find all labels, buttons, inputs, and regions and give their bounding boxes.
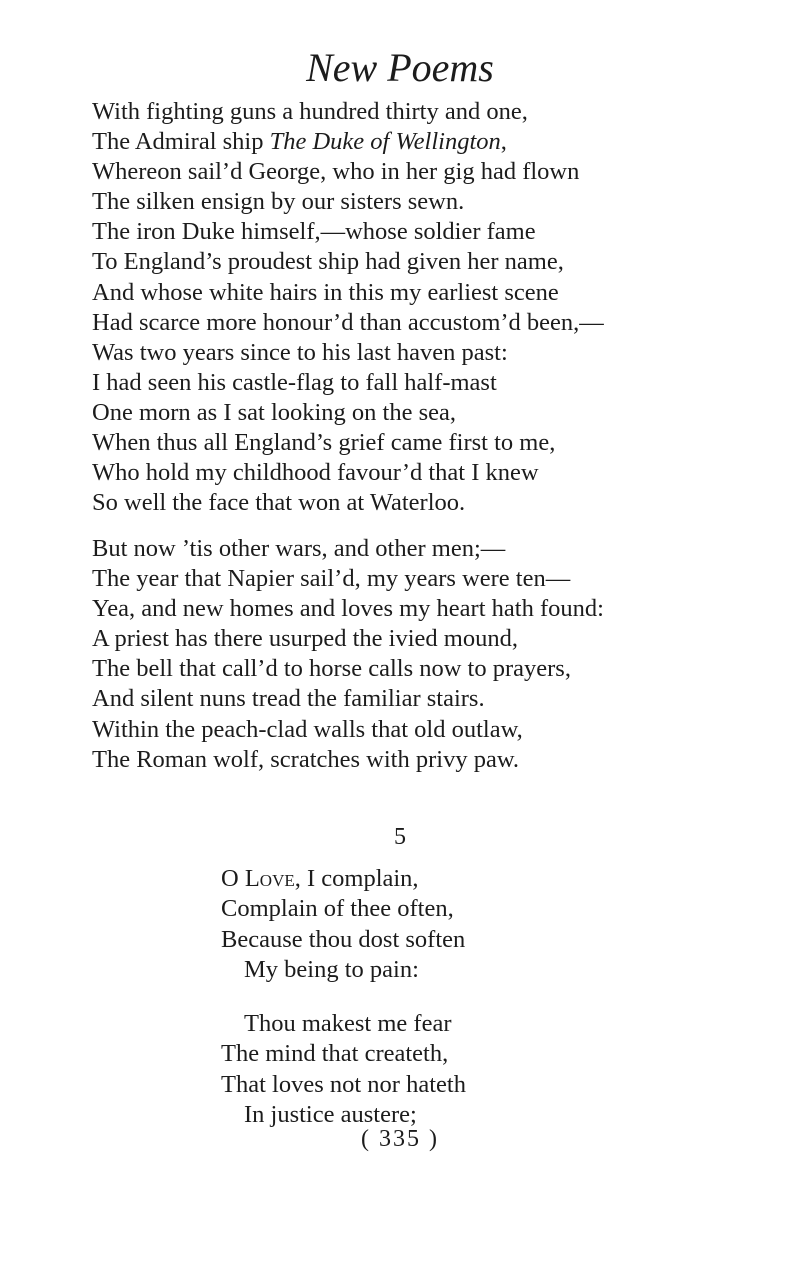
verse-line: The bell that call’d to horse calls now to prayers, <box>92 655 571 683</box>
verse-line: I had seen his castle-flag to fall half-mast <box>92 368 497 396</box>
verse-line: The silken ensign by our sisters sewn. <box>92 188 465 216</box>
poem-line: Complain of thee often, <box>221 895 454 923</box>
poem-stanza-1 <box>221 864 465 985</box>
page-number: ( 335 ) <box>361 1126 439 1152</box>
running-head: New Poems <box>306 45 494 90</box>
ship-name: The Duke of Wellington <box>269 128 501 156</box>
verse-line: Was two years since to his last haven past: <box>92 338 508 366</box>
verse-line-lead: The Admiral ship <box>92 128 270 156</box>
poem-stanza-2 <box>221 1009 466 1130</box>
poem-line-indented: Thou makest me fear <box>244 1010 452 1037</box>
verse-line: Had scarce more honour’d than accustom’d been,— <box>92 308 604 336</box>
poem-line-rest: , I complain, <box>294 865 419 892</box>
poem-line-lead: O <box>221 865 245 892</box>
verse-line: A priest has there usurped the ivied mound, <box>92 625 518 653</box>
poem-line-indented: In justice austere; <box>244 1100 417 1128</box>
stanza-2 <box>92 534 604 775</box>
verse-line: The iron Duke himself,—whose soldier fame <box>92 218 536 246</box>
verse-line: When thus all England’s grief came first to me, <box>92 429 556 457</box>
verse-line: One morn as I sat looking on the sea, <box>92 398 457 426</box>
poem-line-first <box>221 864 465 894</box>
verse-line: Within the peach-clad walls that old outlaw, <box>92 715 523 743</box>
poem-line: The mind that createth, <box>221 1040 449 1068</box>
poem-line: Because thou dost soften <box>221 925 466 953</box>
love-smallcaps: Love <box>244 865 295 892</box>
verse-line: With fighting guns a hundred thirty and one, <box>92 98 528 125</box>
verse-line: The year that Napier sail’d, my years were ten— <box>92 565 571 593</box>
verse-line: To England’s proudest ship had given her name, <box>92 248 564 276</box>
poem-line-indented: My being to pain: <box>244 955 419 983</box>
poem-line: That loves not nor hateth <box>221 1070 466 1098</box>
verse-line: Who hold my childhood favour’d that I knew <box>92 459 539 487</box>
verse-line: Whereon sail’d George, who in her gig had flown <box>92 158 580 186</box>
section-number: 5 <box>394 824 406 850</box>
verse-line: And silent nuns tread the familiar stairs. <box>92 685 485 713</box>
verse-line-ship <box>92 127 604 157</box>
verse-line: And whose white hairs in this my earliest scene <box>92 278 559 306</box>
verse-line: Yea, and new homes and loves my heart hath found: <box>92 595 604 623</box>
verse-line: The Roman wolf, scratches with privy paw. <box>92 745 520 773</box>
verse-line-punct: , <box>500 128 507 156</box>
stanza-1 <box>92 97 604 518</box>
verse-line: So well the face that won at Waterloo. <box>92 489 466 517</box>
verse-line: But now ’tis other wars, and other men;— <box>92 535 506 562</box>
